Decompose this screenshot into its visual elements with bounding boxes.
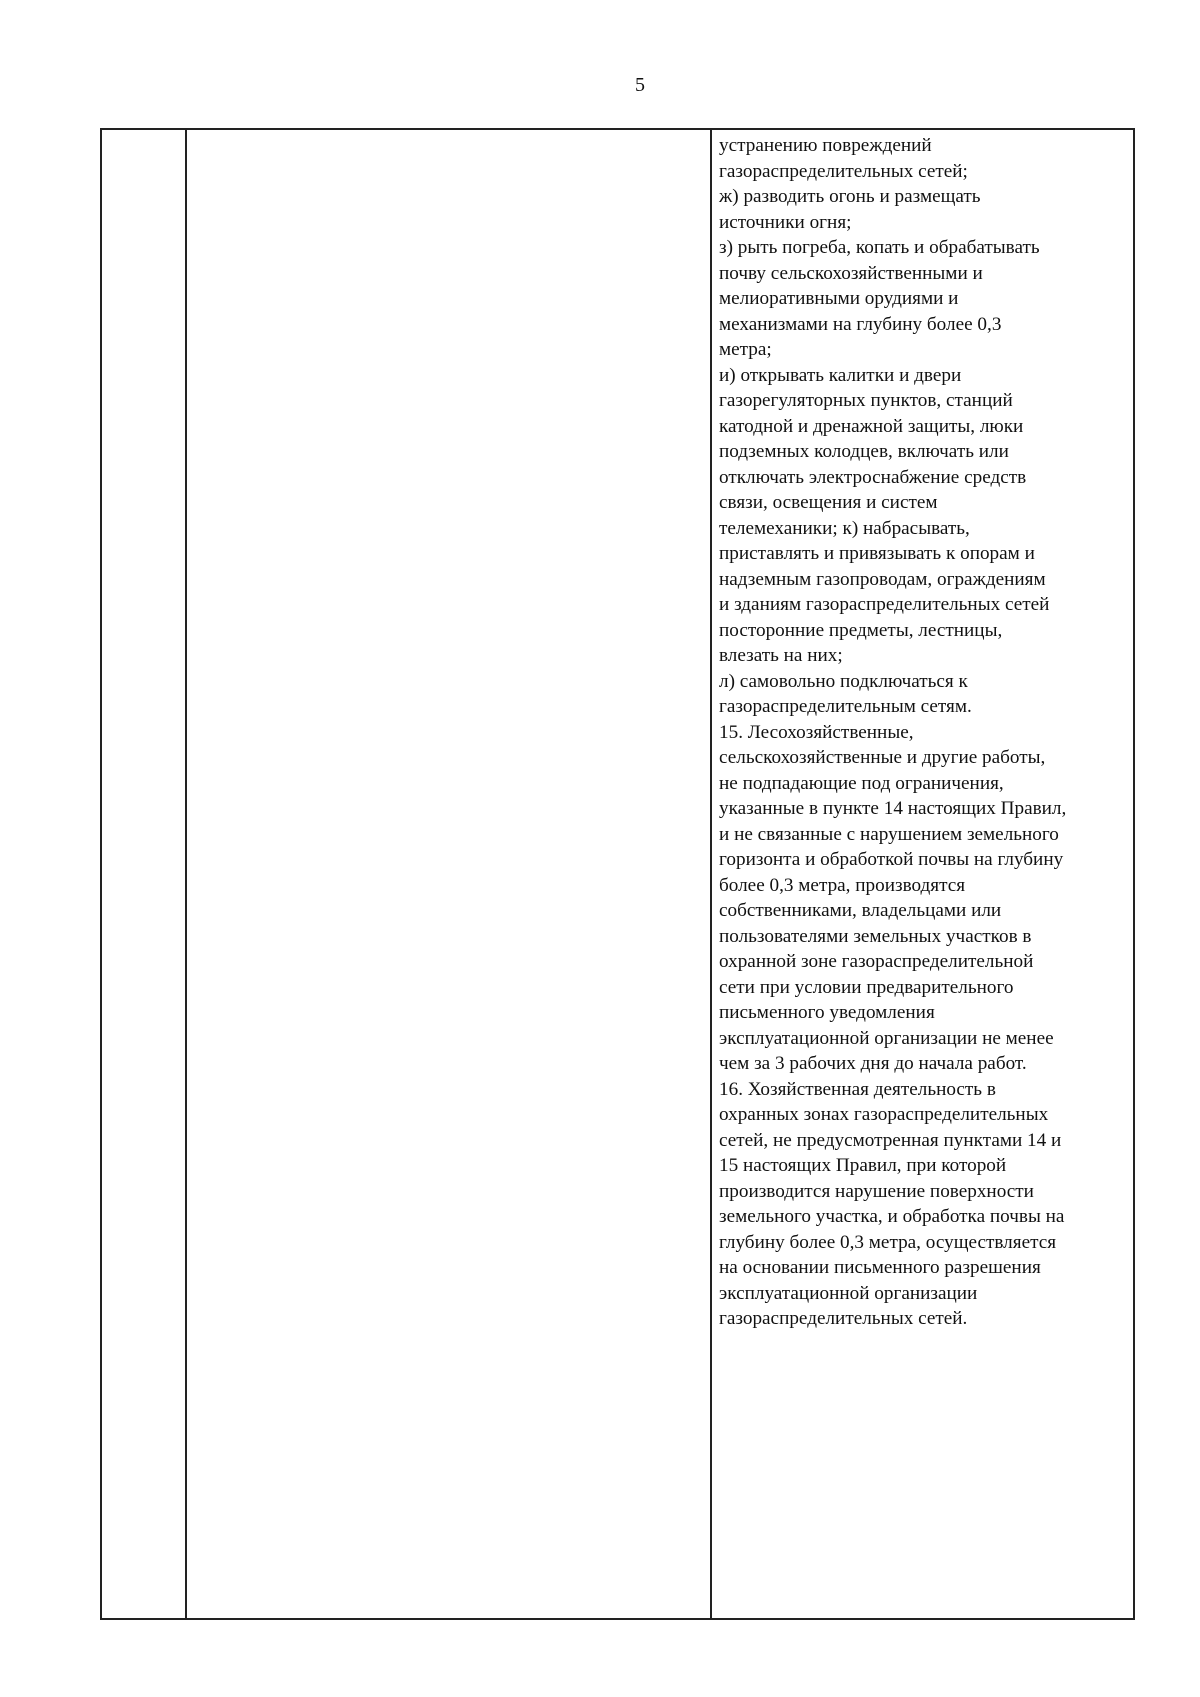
text-line: л) самовольно подключаться к [719, 670, 968, 692]
column-divider [185, 130, 187, 1618]
text-line: собственниками, владельцами или [719, 900, 1002, 921]
text-line: катодной и дренажной защиты, люки [719, 415, 1024, 437]
document-table [100, 128, 1135, 1620]
text-line: производится нарушение поверхности [719, 1180, 1034, 1202]
text-line: на основании письменного разрешения [719, 1257, 1041, 1278]
text-line: отключать электроснабжение средств [719, 466, 1027, 488]
text-line: приставлять и привязывать к опорам и [719, 543, 1035, 564]
text-line: влезать на них; [719, 645, 843, 666]
text-line: газораспределительным сетям. [719, 696, 972, 717]
text-line: указанные в пункте 14 настоящих Правил, [719, 798, 1067, 819]
text-line: посторонние предметы, лестницы, [719, 619, 1003, 641]
text-line: горизонта и обработкой почвы на глубину [719, 849, 1064, 870]
text-line: механизмами на глубину более 0,3 [719, 313, 1002, 335]
text-line: письменного уведомления [719, 1002, 935, 1023]
text-line: охранных зонах газораспределительных [719, 1104, 1049, 1125]
text-line: эксплуатационной организации не менее [719, 1027, 1054, 1049]
text-line: газорегуляторных пунктов, станций [719, 390, 1013, 411]
text-line: и зданиям газораспределительных сетей [719, 594, 1050, 615]
text-line: мелиоративными орудиями и [719, 288, 959, 309]
text-line: охранной зоне газораспределительной [719, 951, 1034, 972]
text-line: глубину более 0,3 метра, осуществляется [719, 1231, 1057, 1253]
text-line: эксплуатационной организации [719, 1282, 978, 1304]
text-line: не подпадающие под ограничения, [719, 772, 1004, 794]
text-line: газораспределительных сетей; [719, 160, 968, 182]
text-line: сельскохозяйственные и другие работы, [719, 747, 1046, 768]
text-line: связи, освещения и систем [719, 492, 938, 513]
text-line: пользователями земельных участков в [719, 925, 1032, 947]
text-line: сетей, не предусмотренная пунктами 14 и [719, 1129, 1062, 1151]
text-line: сети при условии предварительного [719, 976, 1014, 998]
text-line: ж) разводить огонь и размещать [719, 186, 981, 207]
text-line: устранению повреждений [719, 135, 932, 156]
text-line: телемеханики; к) набрасывать, [719, 517, 970, 539]
table-cell-text [719, 133, 1129, 1332]
text-line: 15. Лесохозяйственные, [719, 721, 914, 743]
text-line: подземных колодцев, включать или [719, 441, 1009, 462]
text-line: 15 настоящих Правил, при которой [719, 1155, 1007, 1176]
text-line: и) открывать калитки и двери [719, 364, 962, 386]
text-line: чем за 3 рабочих дня до начала работ. [719, 1053, 1027, 1074]
column-divider [710, 130, 712, 1618]
text-line: з) рыть погреба, копать и обрабатывать [719, 237, 1040, 258]
text-line: источники огня; [719, 211, 852, 233]
text-line: более 0,3 метра, производятся [719, 874, 966, 896]
page-number: 5 [635, 74, 645, 96]
text-line: метра; [719, 339, 772, 360]
text-line: почву сельскохозяйственными и [719, 262, 983, 284]
text-line: газораспределительных сетей. [719, 1308, 968, 1329]
text-line: 16. Хозяйственная деятельность в [719, 1078, 996, 1100]
text-line: и не связанные с нарушением земельного [719, 823, 1059, 845]
text-line: земельного участка, и обработка почвы на [719, 1206, 1065, 1227]
text-line: надземным газопроводам, ограждениям [719, 568, 1046, 590]
